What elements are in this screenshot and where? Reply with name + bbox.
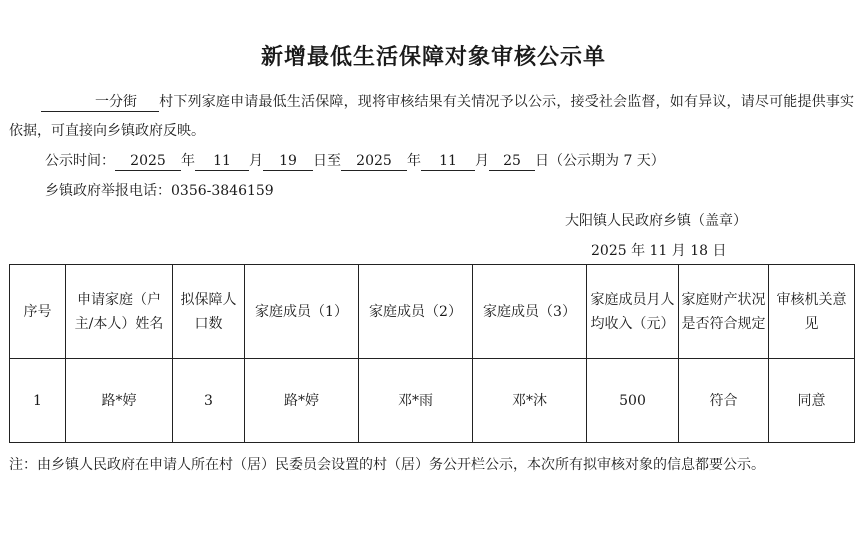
cell-income: 500 <box>587 359 679 443</box>
end-month: 11 <box>421 152 475 171</box>
header-income: 家庭成员月人均收入（元） <box>587 265 679 359</box>
village-name: 一分街 <box>41 93 159 112</box>
table-header-row <box>10 265 855 359</box>
header-member-3: 家庭成员（3） <box>473 265 587 359</box>
year-char: 年 <box>181 153 195 169</box>
table-row <box>10 359 855 443</box>
end-day: 25 <box>489 152 535 171</box>
start-month: 11 <box>195 152 249 171</box>
page-title: 新增最低生活保障对象审核公示单 <box>260 45 606 70</box>
notice-text: 村下列家庭申请最低生活保障，现将审核结果有关情况予以公示，接受社会监督，如有异议，请尽可能提供事实依据，可直接向乡镇政府反映。 <box>9 94 854 139</box>
cell-member-1: 路*婷 <box>245 359 359 443</box>
period-suffix: （公示期为 7 天） <box>549 153 665 169</box>
footnote: 注：由乡镇人民政府在申请人所在村（居）民委员会设置的村（居）务公开栏公示，本次所有拟审核对象的信息都要公示。 <box>9 457 765 473</box>
cell-member-2: 邓*雨 <box>359 359 473 443</box>
day-char: 日 <box>535 153 549 169</box>
header-member-2: 家庭成员（2） <box>359 265 473 359</box>
issuer-seal: 大阳镇人民政府乡镇（盖章） <box>565 213 747 229</box>
cell-people-count: 3 <box>173 359 245 443</box>
start-year: 2025 <box>115 152 181 171</box>
cell-property: 符合 <box>679 359 769 443</box>
header-people-count: 拟保障人口数 <box>173 265 245 359</box>
year-char: 年 <box>407 153 421 169</box>
period-label: 公示时间： <box>45 153 115 169</box>
month-char: 月 <box>475 153 489 169</box>
header-applicant: 申请家庭（户主/本人）姓名 <box>66 265 173 359</box>
applicant-table <box>9 264 855 443</box>
start-day: 19 <box>263 152 313 171</box>
cell-opinion: 同意 <box>769 359 855 443</box>
header-opinion: 审核机关意见 <box>769 265 855 359</box>
month-char: 月 <box>249 153 263 169</box>
header-property: 家庭财产状况是否符合规定 <box>679 265 769 359</box>
notice-paragraph <box>9 88 854 146</box>
cell-member-3: 邓*沐 <box>473 359 587 443</box>
issue-date: 2025 年 11 月 18 日 <box>591 243 727 259</box>
header-member-1: 家庭成员（1） <box>245 265 359 359</box>
publicity-period <box>45 150 665 171</box>
report-phone: 乡镇政府举报电话：0356-3846159 <box>45 183 274 199</box>
to-text: 日至 <box>313 153 341 169</box>
end-year: 2025 <box>341 152 407 171</box>
cell-index: 1 <box>10 359 66 443</box>
cell-applicant: 路*婷 <box>66 359 173 443</box>
header-index: 序号 <box>10 265 66 359</box>
